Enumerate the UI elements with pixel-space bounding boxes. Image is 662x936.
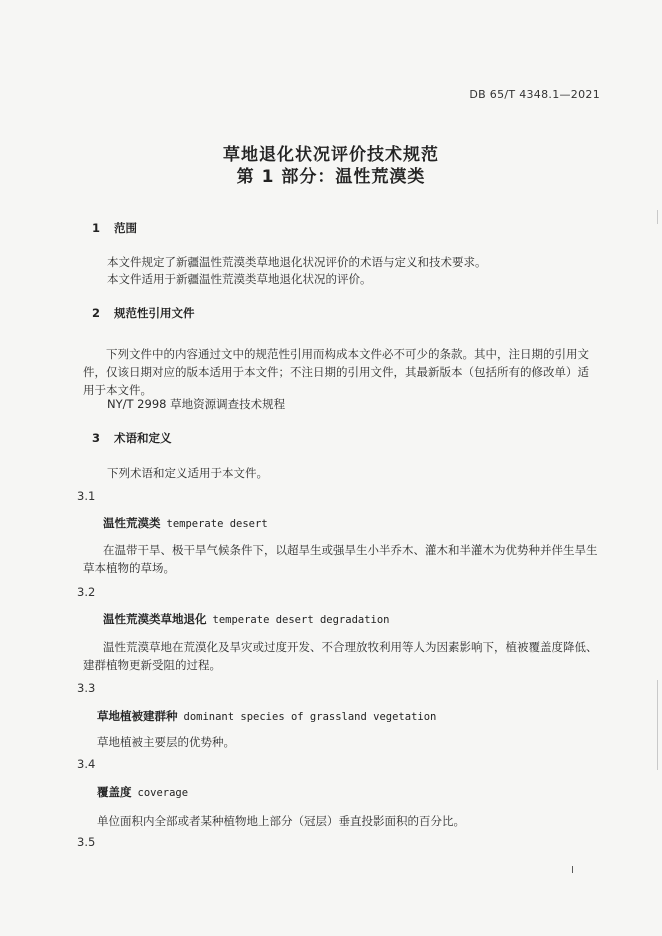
section-title: 规范性引用文件: [114, 306, 195, 320]
clause-number: 3.1: [77, 489, 96, 503]
paragraph: 下列术语和定义适用于本文件。: [107, 466, 268, 480]
reference-item: NY/T 2998 草地资源调查技术规程: [107, 397, 286, 411]
section-title: 范围: [114, 221, 137, 235]
term-zh: 覆盖度: [97, 785, 132, 799]
term-definition: 温性荒漠草地在荒漠化及旱灾或过度开发、不合理放牧利用等人为因素影响下，植被覆盖度降低、建群植物更新受阻的过程。: [83, 640, 598, 672]
term-entry: [97, 708, 436, 724]
term-zh: 温性荒漠类草地退化: [103, 612, 207, 626]
term-definition: 在温带干旱、极干旱气候条件下，以超旱生或强旱生小半乔木、灌木和半灌木为优势种并伴生旱生草本植物的草场。: [83, 543, 598, 575]
clause-number: 3.4: [77, 757, 96, 771]
paragraph: 本文件适用于新疆温性荒漠类草地退化状况的评价。: [107, 272, 372, 286]
term-entry: [97, 784, 188, 800]
paragraph: 下列文件中的内容通过文中的规范性引用而构成本文件必不可少的条款。其中，注日期的引用文件，仅该日期对应的版本适用于本文件；不注日期的引用文件，其最新版本（包括所有的修改单）适用于本文件。: [83, 347, 589, 397]
section-number: 2: [92, 306, 101, 320]
section-2-heading: [92, 305, 195, 321]
term-en: temperate desert degradation: [212, 614, 390, 626]
term-entry: [103, 611, 390, 627]
page-number: I: [571, 865, 574, 876]
section-number: 1: [92, 221, 101, 235]
section-1-heading: [92, 220, 137, 236]
document-subtitle: 第 1 部分：温性荒漠类: [236, 167, 426, 187]
clause-number: 3.2: [77, 585, 96, 599]
section-3-heading: [92, 430, 172, 446]
clause-number: 3.5: [77, 835, 96, 849]
term-definition: 草地植被主要层的优势种。: [97, 735, 235, 749]
term-en: coverage: [137, 787, 189, 799]
paragraph: 本文件规定了新疆温性荒漠类草地退化状况评价的术语与定义和技术要求。: [107, 255, 487, 269]
scan-edge-mark: [657, 210, 658, 224]
standard-number: DB 65/T 4348.1—2021: [469, 88, 600, 101]
term-zh: 温性荒漠类: [103, 516, 161, 530]
clause-number: 3.3: [77, 681, 96, 695]
term-en: temperate desert: [166, 518, 268, 530]
section-title: 术语和定义: [114, 431, 172, 445]
section-number: 3: [92, 431, 101, 445]
term-entry: [103, 515, 268, 531]
scan-edge-mark: [657, 680, 658, 770]
document-title: 草地退化状况评价技术规范: [223, 145, 439, 165]
term-definition: 单位面积内全部或者某种植物地上部分（冠层）垂直投影面积的百分比。: [97, 814, 465, 828]
term-en: dominant species of grassland vegetation: [183, 711, 437, 723]
term-zh: 草地植被建群种: [97, 709, 178, 723]
